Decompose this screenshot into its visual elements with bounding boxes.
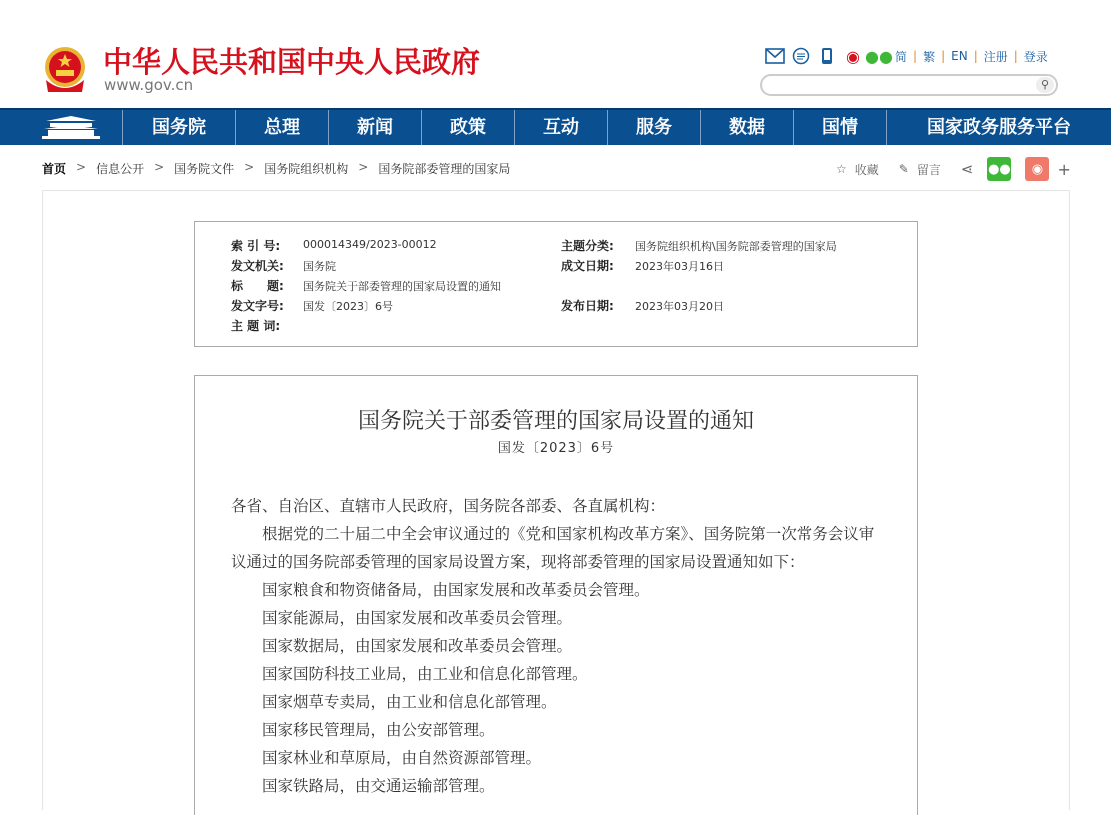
site-url: www.gov.cn [104, 76, 194, 94]
paragraph: 国家能源局，由国家发展和改革委员会管理。 [262, 609, 573, 627]
national-emblem-icon [42, 46, 88, 94]
docno-label: 发文字号: [231, 299, 284, 313]
nav-data[interactable]: 数据 [700, 110, 793, 145]
search-input[interactable] [760, 74, 1058, 96]
breadcrumb-item[interactable]: 国务院组织机构 [264, 162, 349, 176]
keywords-label: 主 题 词: [231, 319, 281, 333]
star-icon[interactable]: ☆ [836, 162, 847, 176]
breadcrumb-item[interactable]: 国务院文件 [174, 162, 235, 176]
top-links: ◉ ●● 简 | 繁 | EN | 注册 | 登录 [765, 46, 1048, 66]
pencil-icon[interactable]: ✎ [898, 162, 909, 176]
title-label: 标 题: [231, 279, 284, 293]
published-date-label: 发布日期: [561, 299, 614, 313]
mobile-icon[interactable] [817, 46, 837, 66]
paragraph: 国家移民管理局，由公安部管理。 [262, 721, 495, 739]
breadcrumb-item[interactable]: 信息公开 [96, 162, 145, 176]
breadcrumb-item[interactable]: 国务院部委管理的国家局 [378, 162, 511, 176]
main-nav [0, 108, 1111, 145]
index-label: 索 引 号: [231, 239, 281, 253]
comment-button[interactable]: 留言 [916, 162, 941, 177]
search-icon[interactable]: ⚲ [1036, 77, 1054, 93]
tiananmen-icon[interactable] [40, 115, 102, 140]
salutation: 各省、自治区、直辖市人民政府，国务院各部委、各直属机构： [231, 497, 666, 515]
link-login[interactable]: 登录 [1023, 49, 1048, 64]
mail-icon[interactable] [765, 46, 785, 66]
nav-interaction[interactable]: 互动 [514, 110, 607, 145]
nav-services[interactable]: 服务 [607, 110, 700, 145]
title-value: 国务院关于部委管理的国家局设置的通知 [303, 280, 501, 293]
document-info [194, 221, 918, 347]
favorite-button[interactable]: 收藏 [854, 162, 879, 177]
message-icon[interactable] [791, 46, 811, 66]
weibo-share-icon[interactable]: ◉ [1025, 157, 1049, 181]
wechat-icon[interactable]: ●● [865, 46, 893, 66]
breadcrumb [42, 160, 510, 177]
chevron-right-icon: > [154, 160, 165, 174]
article-body [231, 492, 887, 800]
nav-national-info[interactable]: 国情 [793, 110, 886, 145]
article [194, 375, 918, 815]
nav-premier[interactable]: 总理 [235, 110, 328, 145]
article-doc-number: 国发〔2023〕6号 [497, 441, 615, 456]
share-bar [836, 157, 1071, 181]
index-value: 000014349/2023-00012 [303, 238, 437, 251]
weibo-icon[interactable]: ◉ [846, 46, 860, 66]
category-label: 主题分类: [561, 239, 614, 253]
published-date-value: 2023年03月20日 [635, 300, 724, 313]
chevron-right-icon: > [358, 160, 369, 174]
paragraph: 国家烟草专卖局，由工业和信息化部管理。 [262, 693, 557, 711]
paragraph: 国家粮食和物资储备局，由国家发展和改革委员会管理。 [262, 581, 650, 599]
header [0, 0, 1111, 108]
breadcrumb-home[interactable]: 首页 [42, 162, 67, 176]
share-icon[interactable]: ⋖ [960, 160, 974, 178]
issuer-value: 国务院 [303, 260, 336, 273]
link-simplified[interactable]: 简 [895, 49, 908, 64]
chevron-right-icon: > [76, 160, 87, 174]
category-value: 国务院组织机构\国务院部委管理的国家局 [635, 240, 837, 253]
article-title: 国务院关于部委管理的国家局设置的通知 [357, 409, 754, 434]
wechat-share-icon[interactable]: ●● [987, 157, 1011, 181]
written-date-value: 2023年03月16日 [635, 260, 724, 273]
more-share-button[interactable]: + [1057, 159, 1071, 179]
paragraph: 国家林业和草原局，由自然资源部管理。 [262, 749, 542, 767]
docno-value: 国发〔2023〕6号 [303, 300, 393, 313]
chevron-right-icon: > [244, 160, 255, 174]
paragraph: 国家铁路局，由交通运输部管理。 [262, 777, 495, 795]
paragraph: 根据党的二十届二中全会审议通过的《党和国家机构改革方案》、国务院第一次常务会议审议通过的国务院部委管理的国家局设置方案，现将部委管理的国家局设置通知如下： [231, 525, 875, 571]
link-english[interactable]: EN [951, 49, 968, 63]
issuer-label: 发文机关: [231, 259, 284, 273]
nav-gov-service-platform[interactable]: 国家政务服务平台 [886, 110, 1111, 145]
nav-state-council[interactable]: 国务院 [122, 110, 235, 145]
written-date-label: 成文日期: [561, 259, 614, 273]
link-register[interactable]: 注册 [983, 49, 1008, 64]
site-title[interactable]: 中华人民共和国中央人民政府 [103, 45, 481, 79]
paragraph: 国家国防科技工业局，由工业和信息化部管理。 [262, 665, 588, 683]
paragraph: 国家数据局，由国家发展和改革委员会管理。 [262, 637, 573, 655]
link-traditional[interactable]: 繁 [923, 49, 936, 64]
nav-news[interactable]: 新闻 [328, 110, 421, 145]
nav-policy[interactable]: 政策 [421, 110, 514, 145]
